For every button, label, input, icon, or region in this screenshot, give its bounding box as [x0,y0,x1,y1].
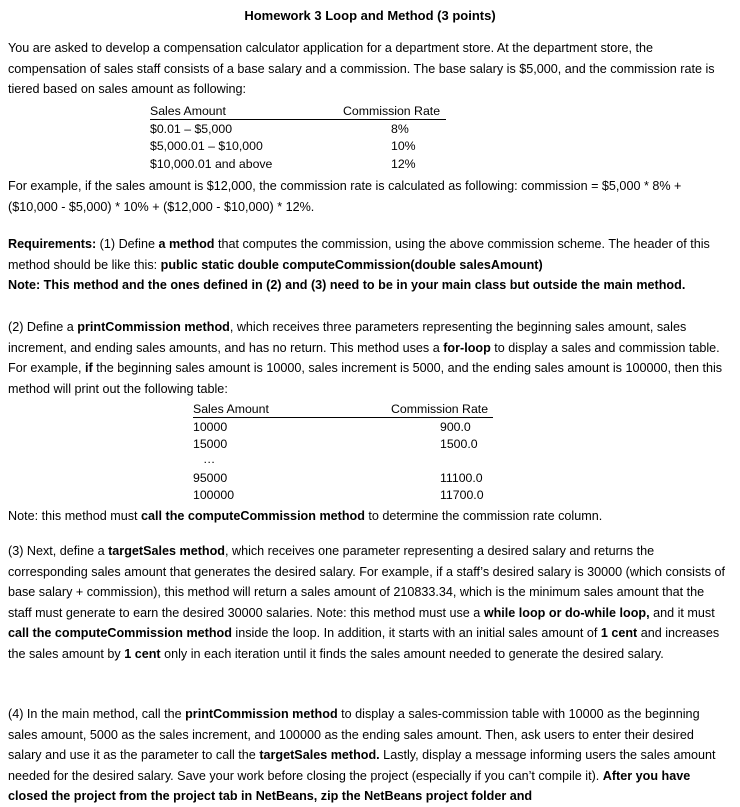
req4-text-3: Lastly, display a message informing users the sales amount needed for the desired salary. Save your work before closing the project (especially if you can’t compile it). [8,748,716,783]
table-row [193,487,503,505]
table-header-row [150,103,450,121]
rate-cell: 11700.0 [440,488,484,502]
header-commission-rate: Commission Rate [343,104,441,118]
sample-output-table [193,401,503,505]
req3-bold-4: 1 cent [600,626,638,640]
rate-cell: 11100.0 [440,470,483,485]
req4-bold-1: printCommission method [185,707,338,721]
header-commission-rate: Commission Rate [391,402,489,416]
req3-text-2: , which receives one parameter representing a desired salary and returns the corresponding sales amount that generates the desired salary. For example, if a staff’s desired salary is 30000 (which consists of base salary + commission), this method will return a sales amount of 210833.34, which is the minimum sales amount that the staff must generate to earn the desired 30000 salaries. Note: this method must use a [8,544,726,620]
requirement-3 [8,541,730,664]
req2-text-4: the beginning sales amount is 10000, sales increment is 5000, and the ending sales amount is 100000, then this method will print out the following table: [8,361,723,396]
sales-cell: 10000 [193,419,228,434]
rate-cell: 900.0 [440,419,471,434]
sales-cell: $0.01 – $5,000 [150,121,233,136]
req3-bold-2: while loop or do-while loop, [483,605,650,620]
table-row [150,156,450,174]
rate-cell: 12% [391,156,416,171]
commission-rate-table [150,103,450,173]
req2-text-3: to display a sales and commission table. For example, [8,340,720,375]
sales-cell: $5,000.01 – $10,000 [150,139,263,153]
header-sales-amount: Sales Amount [150,104,226,118]
note-bold-1: call the computeCommission method [141,509,365,523]
rate-cell: 1500.0 [440,437,478,451]
intro-paragraph: You are asked to develop a compensation calculator application for a department store. At the department store, the compensation of sales staff consists of a base salary and a commission. The base salary is $5,000, and the commission rate is tiered based on sales amount as following: [8,41,715,96]
sales-cell: $10,000.01 and above [150,156,273,171]
example-paragraph: For example, if the sales amount is $12,000, the commission rate is calculated as following: commission = $5,000 * 8% + ($10,000 - $5,000) * 10% + ($12,000 - $10,000) * 12%. [8,179,682,214]
req2-text-1: (2) Define a [8,320,78,334]
note-text-1: Note: this method must [8,509,141,523]
req3-bold-1: targetSales method [108,544,225,558]
req3-text-5: and increases the sales amount by [8,626,720,661]
requirement-2 [8,317,730,399]
header-sales-amount: Sales Amount [193,402,269,416]
req3-text-3: and it must [649,605,715,620]
req2-bold-2: for-loop [443,340,491,355]
req1-text-2: that computes the commission, using the above commission scheme. The header of this method should be like this: [8,237,710,272]
req3-text-1: (3) Next, define a [8,544,109,558]
rate-cell: 8% [391,121,409,136]
sales-cell: 100000 [193,488,235,502]
req3-bold-5: 1 cent [124,646,161,661]
requirement-4 [8,704,730,807]
table-row [193,436,503,454]
req2-bold-3: if [85,361,93,375]
table-row [150,121,450,139]
req4-text-2: to display a sales-commission table with 10000 as the beginning sales amount, 5000 as the sales increment, and 100000 as the ending sales amount. Then, ask users to enter their desired salary and use it as the parameter to call the [8,707,700,762]
req3-bold-3: call the computeCommission method [8,626,232,640]
table-header-row [193,401,503,419]
requirement-2-note [8,506,730,527]
method-header: public static double computeCommission(double salesAmount) [160,257,543,272]
rate-cell: 10% [391,139,416,153]
req2-text-2: , which receives three parameters representing the beginning sales amount, sales increment, and ending sales amounts, and has no return. This method uses a [8,320,687,355]
req4-bold-2: targetSales method. [259,748,380,762]
sales-cell: 95000 [193,470,228,485]
req2-bold-1: printCommission method [77,320,230,334]
sales-cell: 15000 [193,437,228,451]
table-row [193,419,503,437]
req1-note: Note: This method and the ones defined in (2) and (3) need to be in your main class but outside the main method. [8,278,686,292]
table-row [193,451,503,470]
requirement-1 [8,234,730,296]
note-text-2: to determine the commission rate column. [364,509,603,523]
document-title: Homework 3 Loop and Method (3 points) [244,8,496,23]
req1-bold-1: a method [158,237,215,251]
ellipsis-cell: … [203,451,216,466]
req4-text-1: (4) In the main method, call the [8,707,186,721]
req3-text-4: inside the loop. In addition, it starts with an initial sales amount of [231,626,601,640]
table-row [150,138,450,156]
table-row [193,470,503,488]
req4-bold-3: After you have closed the project from the project tab in NetBeans, zip the NetBeans project folder and [8,768,691,803]
req1-text-1: (1) Define [96,237,159,251]
req3-text-6: only in each iteration until it finds the sales amount needed to generate the desired salary. [160,646,664,661]
requirements-label: Requirements: [8,237,97,251]
